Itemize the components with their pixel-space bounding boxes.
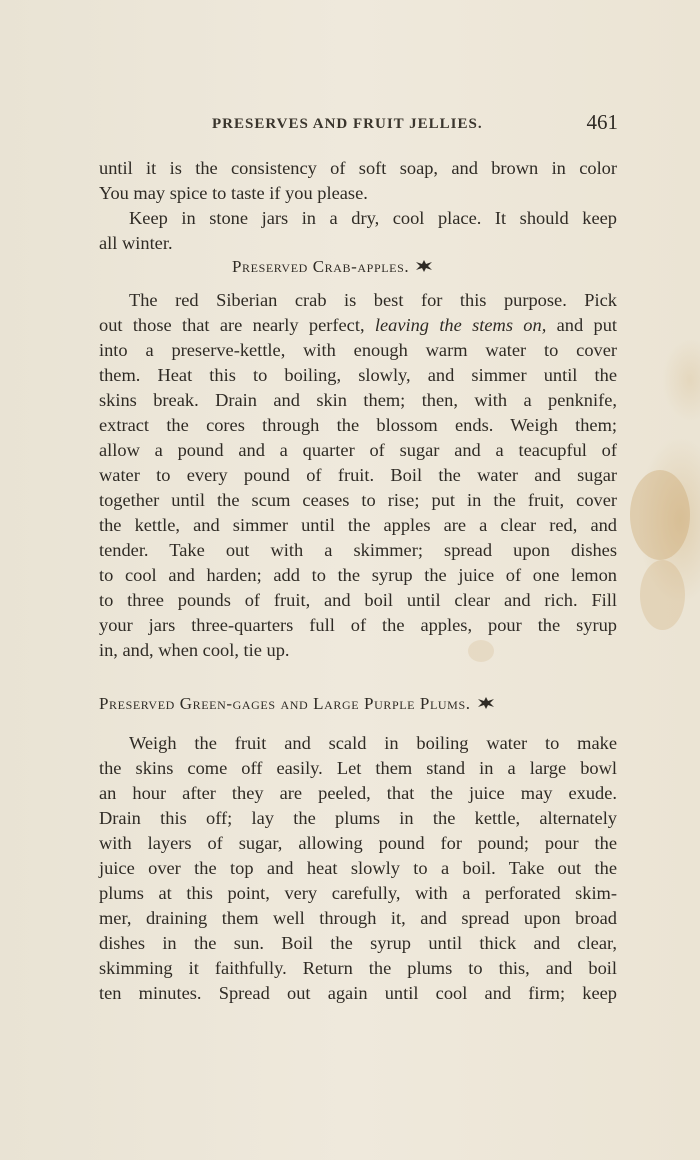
text-fragment: and put — [546, 315, 617, 335]
text-line: You may spice to taste if you please. — [99, 183, 368, 203]
text-line: The red Siberian crab is best for this purpose. Pick — [129, 290, 617, 310]
stain-mark — [640, 560, 685, 630]
italic-text: leaving the stems on, — [374, 315, 547, 335]
section-heading-plums — [99, 694, 495, 714]
text-line: an hour after they are peeled, that the juice may exude. — [99, 783, 617, 803]
maltese-cross-icon — [415, 259, 433, 273]
text-line: your jars three-quarters full of the apples, pour the syrup — [99, 615, 617, 635]
text-line: Drain this off; lay the plums in the kettle, alternately — [99, 808, 617, 828]
text-fragment: out those that are nearly perfect, — [99, 315, 375, 335]
text-line: skins break. Drain and skin them; then, with a penknife, — [99, 390, 617, 410]
text-line: plums at this point, very carefully, with a perforated skim- — [99, 883, 617, 903]
text-line: ten minutes. Spread out again until cool and firm; keep — [99, 983, 617, 1003]
text-line: them. Heat this to boiling, slowly, and simmer until the — [99, 365, 617, 385]
text-line: into a preserve-kettle, with enough warm water to cover — [99, 340, 617, 360]
section-heading-crab-apples — [232, 257, 433, 277]
text-line: allow a pound and a quarter of sugar and a teacupful of — [99, 440, 617, 460]
text-line: water to every pound of fruit. Boil the water and sugar — [99, 465, 617, 485]
running-title: PRESERVES AND FRUIT JELLIES. — [212, 116, 483, 132]
text-line: to three pounds of fruit, and boil until clear and rich. Fill — [99, 590, 617, 610]
text-line: Weigh the fruit and scald in boiling water to make — [129, 733, 617, 753]
text-line: the kettle, and simmer until the apples are a clear red, and — [99, 515, 617, 535]
text-line: juice over the top and heat slowly to a boil. Take out the — [99, 858, 617, 878]
text-line: extract the cores through the blossom ends. Weigh them; — [99, 415, 617, 435]
text-line: Keep in stone jars in a dry, cool place. It should keep — [129, 208, 617, 228]
stain-mark — [630, 470, 690, 560]
page-header — [100, 110, 620, 138]
maltese-cross-icon — [477, 696, 495, 710]
crab-apples-paragraph — [99, 288, 617, 663]
plums-paragraph — [99, 731, 617, 1006]
heading-text: Preserved Crab-apples. — [232, 257, 410, 276]
text-line: with layers of sugar, allowing pound for pound; pour the — [99, 833, 617, 853]
text-line: all winter. — [99, 233, 173, 253]
text-line: until it is the consistency of soft soap, and brown in color — [99, 158, 617, 178]
text-line: to cool and harden; add to the syrup the juice of one lemon — [99, 565, 617, 585]
heading-text: Preserved Green-gages and Large Purple Plums. — [99, 694, 471, 713]
text-line: the skins come off easily. Let them stand in a large bowl — [99, 758, 617, 778]
page-number: 461 — [586, 110, 618, 134]
text-line: tender. Take out with a skimmer; spread upon dishes — [99, 540, 617, 560]
text-line: in, and, when cool, tie up. — [99, 640, 290, 660]
text-line: dishes in the sun. Boil the syrup until thick and clear, — [99, 933, 617, 953]
text-line: skimming it faithfully. Return the plums to this, and boil — [99, 958, 617, 978]
text-line: together until the scum ceases to rise; put in the fruit, cover — [99, 490, 617, 510]
continuation-paragraph — [99, 156, 617, 256]
text-line — [99, 313, 617, 338]
text-line: mer, draining them well through it, and spread upon broad — [99, 908, 617, 928]
